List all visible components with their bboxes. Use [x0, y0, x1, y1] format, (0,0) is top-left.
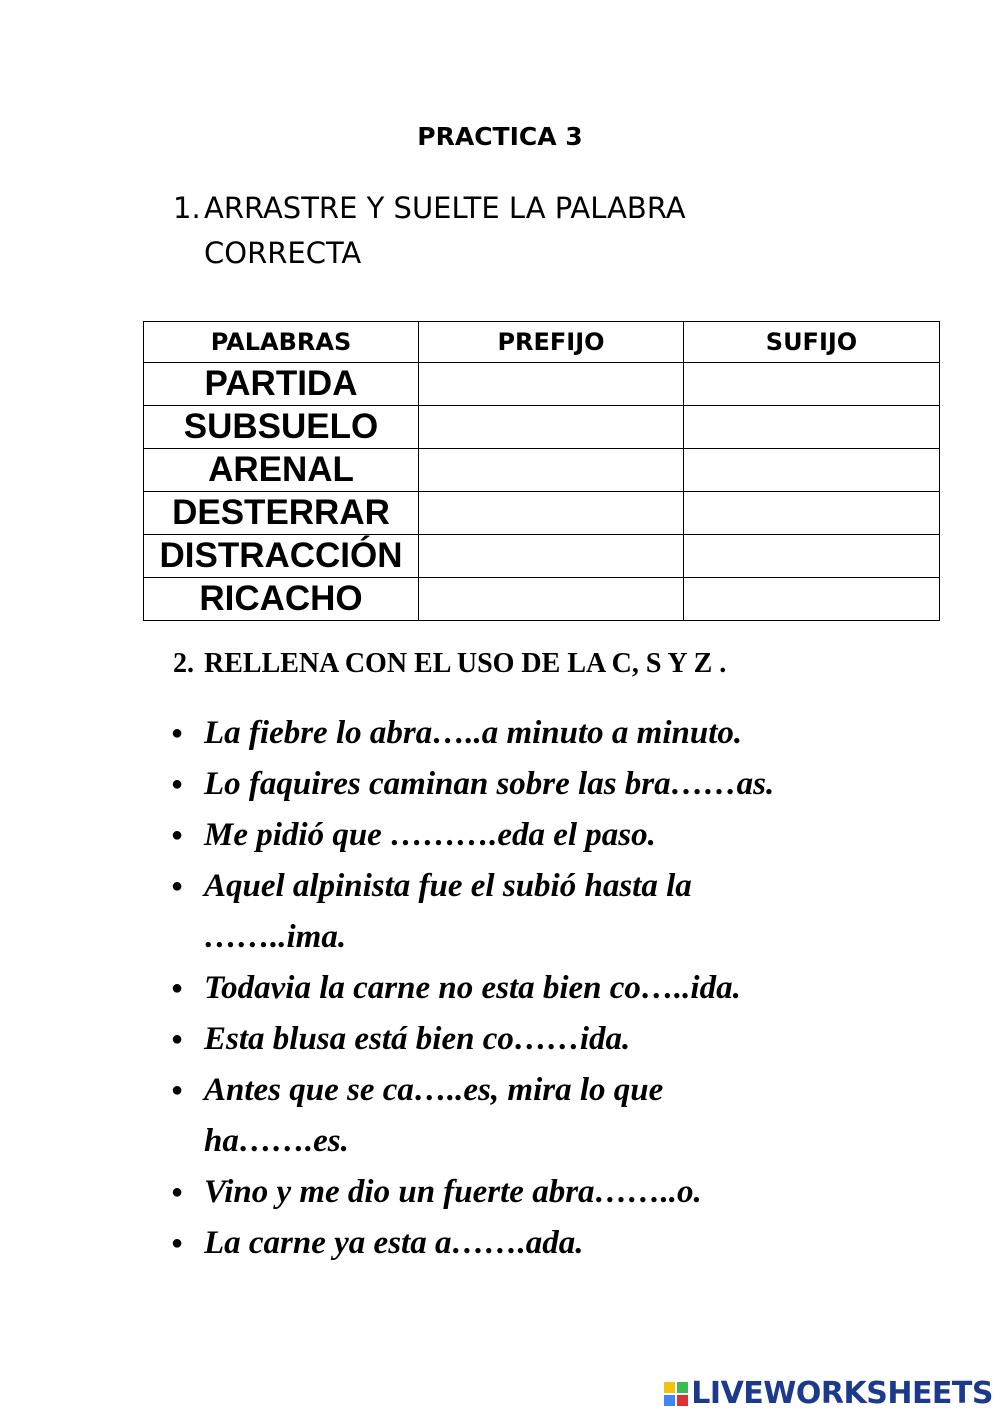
bullet-icon: ● — [171, 977, 184, 999]
header-sufijo: SUFIJO — [684, 322, 940, 363]
list-item — [171, 861, 771, 963]
sufijo-drop-zone[interactable] — [684, 578, 940, 621]
sentence-text[interactable]: Esta blusa está bien co……ida. — [204, 1021, 631, 1057]
bullet-icon: ● — [171, 1079, 184, 1101]
sentence-text[interactable]: Todavia la carne no esta bien co…..ida. — [204, 970, 741, 1006]
table-row — [144, 492, 940, 535]
prefijo-drop-zone[interactable] — [419, 578, 684, 621]
header-prefijo: PREFIJO — [419, 322, 684, 363]
word-cell: ARENAL — [144, 449, 419, 492]
list-item — [171, 963, 891, 1014]
instruction-2-text: RELLENA CON EL USO DE LA C, S Y Z . — [204, 648, 727, 679]
word-cell: SUBSUELO — [144, 406, 419, 449]
sufijo-drop-zone[interactable] — [684, 449, 940, 492]
word-cell: PARTIDA — [144, 363, 419, 406]
prefijo-drop-zone[interactable] — [419, 535, 684, 578]
bullet-icon: ● — [171, 1028, 184, 1050]
word-cell: RICACHO — [144, 578, 419, 621]
sentence-text[interactable]: La fiebre lo abra…..a minuto a minuto. — [204, 715, 743, 751]
word-cell: DISTRACCIÓN — [144, 535, 419, 578]
bullet-icon: ● — [171, 824, 184, 846]
table-row — [144, 535, 940, 578]
prefijo-drop-zone[interactable] — [419, 406, 684, 449]
table-row — [144, 406, 940, 449]
list-item — [171, 1014, 891, 1065]
sufijo-drop-zone[interactable] — [684, 406, 940, 449]
sentence-text[interactable]: Me pidió que ……….eda el paso. — [204, 817, 656, 853]
sufijo-drop-zone[interactable] — [684, 363, 940, 406]
bullet-icon: ● — [171, 875, 184, 897]
logo-grid-icon — [664, 1382, 688, 1406]
bullet-icon: ● — [171, 1181, 184, 1203]
table-row — [144, 578, 940, 621]
sentence-text[interactable]: La carne ya esta a…….ada. — [204, 1225, 584, 1261]
list-item — [171, 708, 891, 759]
page-title: PRACTICA 3 — [417, 122, 583, 151]
sentence-text[interactable]: Lo faquires caminan sobre las bra……as. — [204, 766, 775, 802]
table-row — [144, 363, 940, 406]
list-item — [171, 1065, 751, 1167]
word-cell: DESTERRAR — [144, 492, 419, 535]
table-row — [144, 449, 940, 492]
header-palabras: PALABRAS — [144, 322, 419, 363]
instruction-2-number: 2. — [173, 648, 194, 679]
list-item — [171, 1218, 891, 1269]
list-item — [171, 759, 891, 810]
bullet-icon: ● — [171, 773, 184, 795]
bullet-icon: ● — [171, 1232, 184, 1254]
table-header-row — [144, 322, 940, 363]
instruction-2 — [173, 648, 726, 680]
prefijo-drop-zone[interactable] — [419, 363, 684, 406]
bullet-icon: ● — [171, 722, 184, 744]
sentence-text[interactable]: Aquel alpinista fue el subió hasta la ……..ima. — [204, 868, 692, 955]
liveworksheets-logo — [664, 1376, 993, 1411]
instruction-1 — [173, 186, 793, 276]
prefijo-drop-zone[interactable] — [419, 492, 684, 535]
list-item — [171, 1167, 891, 1218]
instruction-1-number: 1. — [173, 191, 201, 225]
sentence-text[interactable]: Vino y me dio un fuerte abra……..o. — [204, 1174, 702, 1210]
sentence-text[interactable]: Antes que se ca…..es, mira lo que ha…….es. — [204, 1072, 664, 1159]
list-item — [171, 810, 891, 861]
prefijo-drop-zone[interactable] — [419, 449, 684, 492]
word-table — [143, 321, 940, 621]
brand-name: LIVEWORKSHEETS — [691, 1376, 993, 1411]
sufijo-drop-zone[interactable] — [684, 535, 940, 578]
sufijo-drop-zone[interactable] — [684, 492, 940, 535]
sentence-list — [171, 708, 891, 1269]
instruction-1-text: ARRASTRE Y SUELTE LA PALABRA CORRECTA — [204, 191, 686, 270]
